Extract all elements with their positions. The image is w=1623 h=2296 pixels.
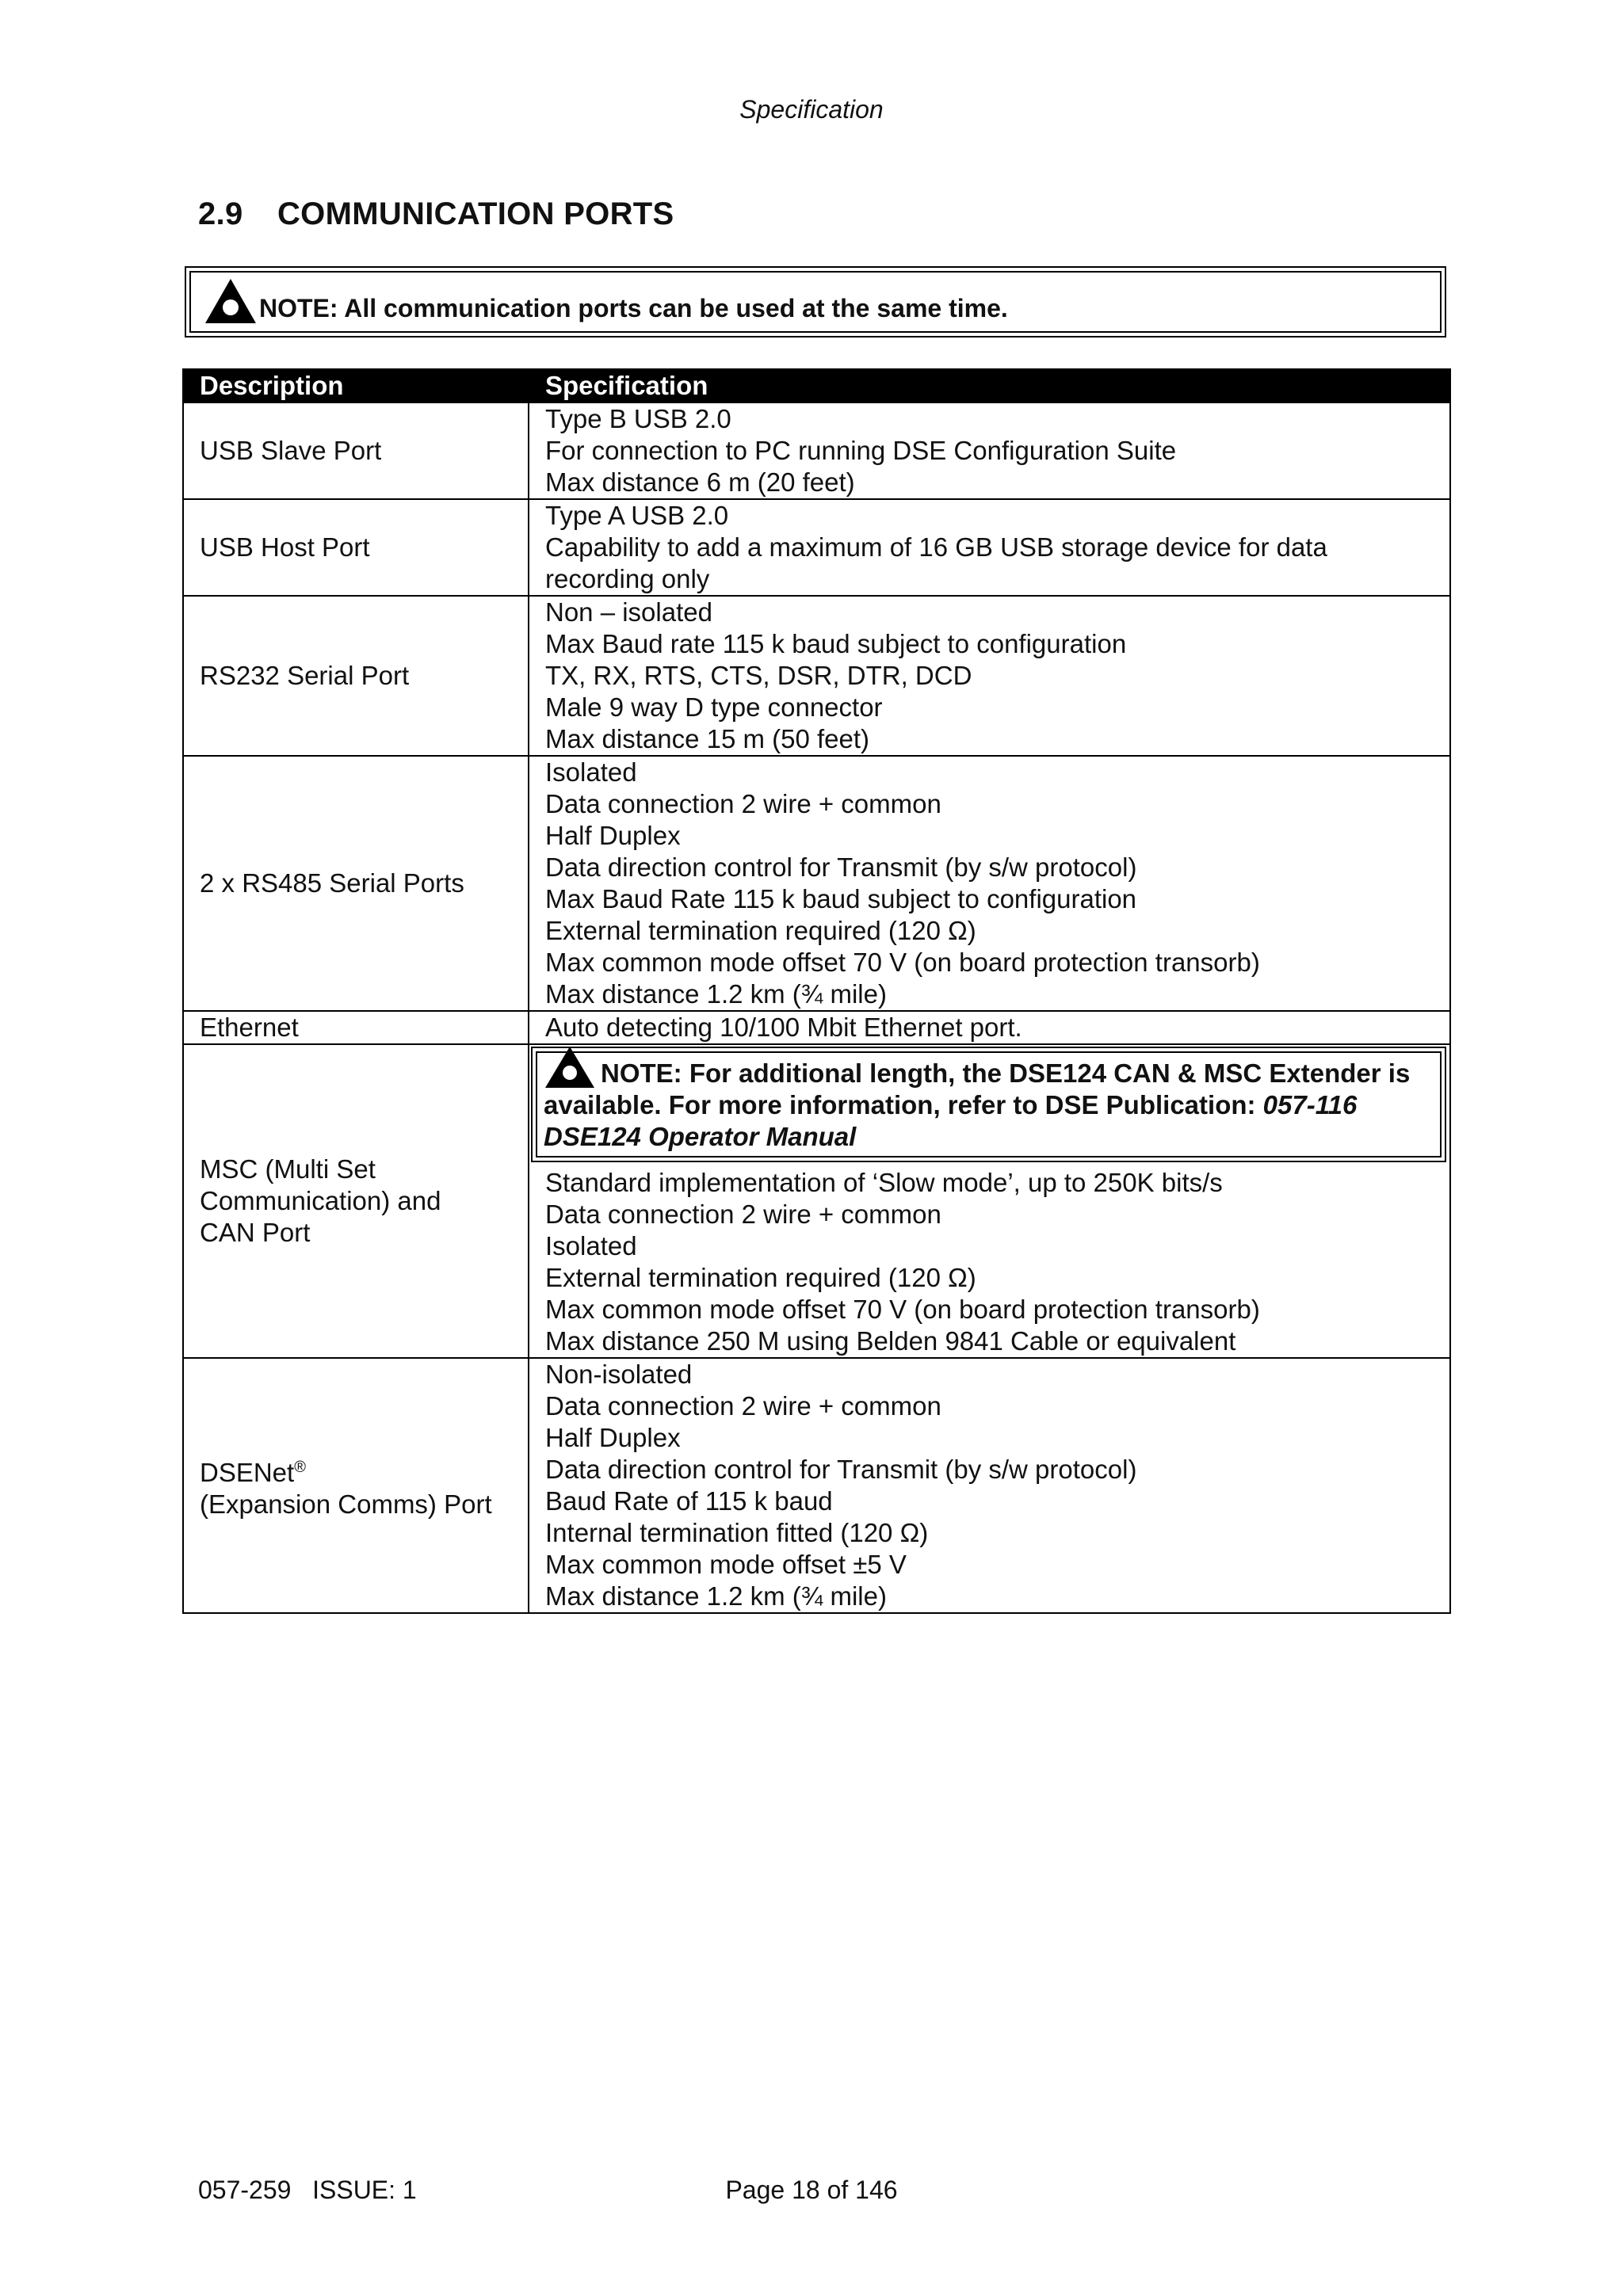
description-line: (Expansion Comms) Port	[200, 1489, 492, 1519]
row-specification	[529, 1044, 1450, 1358]
column-header-description: Description	[183, 369, 529, 402]
description-line: MSC (Multi Set	[200, 1154, 376, 1184]
description-line: CAN Port	[200, 1218, 311, 1247]
row-description: USB Slave Port	[183, 402, 529, 499]
row-description: Ethernet	[183, 1011, 529, 1044]
spec-line: Auto detecting 10/100 Mbit Ethernet port.	[545, 1013, 1022, 1042]
section-number: 2.9	[198, 196, 243, 231]
dsenet-label: DSENet	[200, 1457, 295, 1487]
msc-note-text: NOTE: For additional length, the DSE124 CAN & MSC Extender is available. For more information, refer to DSE Publication:	[544, 1058, 1411, 1119]
table-header-row	[183, 369, 1450, 402]
spec-line: Data connection 2 wire + common	[545, 1391, 941, 1421]
spec-line: Max distance 6 m (20 feet)	[545, 467, 855, 497]
spec-line: Max distance 1.2 km (¾ mile)	[545, 1581, 887, 1611]
row-description: USB Host Port	[183, 499, 529, 596]
spec-line: Type A USB 2.0	[545, 501, 729, 530]
spec-line: Type B USB 2.0	[545, 404, 731, 433]
row-description	[183, 1044, 529, 1358]
table-row	[183, 756, 1450, 1011]
spec-line: Data direction control for Transmit (by s/w protocol)	[545, 1455, 1137, 1484]
row-specification	[529, 499, 1450, 596]
description-line: Communication) and	[200, 1186, 441, 1215]
section-heading	[198, 196, 674, 232]
section-title: COMMUNICATION PORTS	[277, 196, 674, 231]
row-specification	[529, 1011, 1450, 1044]
note-box	[185, 266, 1446, 338]
spec-line: Max common mode offset 70 V (on board protection transorb)	[545, 948, 1260, 977]
registered-mark: ®	[294, 1458, 306, 1476]
description-line	[200, 1451, 528, 1489]
spec-line: recording only	[545, 564, 710, 593]
spec-line: Half Duplex	[545, 1423, 681, 1452]
spec-line: Capability to add a maximum of 16 GB USB storage device for data	[545, 532, 1327, 562]
spec-line: Max distance 15 m (50 feet)	[545, 724, 870, 753]
spec-line: Internal termination fitted (120 Ω)	[545, 1518, 929, 1547]
row-description: 2 x RS485 Serial Ports	[183, 756, 529, 1011]
spec-line: For connection to PC running DSE Configuration Suite	[545, 436, 1177, 465]
spec-line: Max distance 1.2 km (¾ mile)	[545, 979, 887, 1009]
spec-line: Data direction control for Transmit (by s/w protocol)	[545, 852, 1137, 882]
table-row	[183, 1044, 1450, 1358]
row-specification	[529, 1358, 1450, 1613]
spec-line: External termination required (120 Ω)	[545, 1263, 976, 1292]
row-specification	[529, 596, 1450, 756]
spec-line: Max common mode offset 70 V (on board protection transorb)	[545, 1295, 1260, 1324]
footer-page-number: Page 18 of 146	[725, 2176, 898, 2204]
note-text: NOTE: All communication ports can be used at the same time.	[259, 294, 1008, 322]
row-description	[183, 1358, 529, 1613]
row-specification	[529, 756, 1450, 1011]
warning-triangle-icon	[204, 277, 258, 325]
spec-line: Half Duplex	[545, 821, 681, 850]
spec-line: Max Baud Rate 115 k baud subject to configuration	[545, 884, 1137, 913]
row-specification	[529, 402, 1450, 499]
running-header: Specification	[739, 95, 884, 124]
spec-line: Non-isolated	[545, 1360, 693, 1389]
msc-note-box	[531, 1047, 1446, 1162]
spec-line: Max distance 250 M using Belden 9841 Cable or equivalent	[545, 1326, 1236, 1356]
column-header-specification: Specification	[529, 369, 1450, 402]
spec-line: Data connection 2 wire + common	[545, 1199, 941, 1229]
spec-line: Non – isolated	[545, 597, 712, 627]
spec-line: Standard implementation of ‘Slow mode’, up to 250K bits/s	[545, 1168, 1223, 1197]
row-description: RS232 Serial Port	[183, 596, 529, 756]
table-row	[183, 1358, 1450, 1613]
spec-line: Max Baud rate 115 k baud subject to configuration	[545, 629, 1127, 658]
doc-issue-text: 057-259 ISSUE: 1	[198, 2176, 417, 2204]
table-row	[183, 499, 1450, 596]
spec-line: Data connection 2 wire + common	[545, 789, 941, 818]
spec-line: External termination required (120 Ω)	[545, 916, 976, 945]
table-row	[183, 402, 1450, 499]
table-row	[183, 596, 1450, 756]
spec-line: Isolated	[545, 1231, 637, 1261]
warning-triangle-icon	[544, 1045, 596, 1089]
msc-note-publication: 057-116 DSE124 Operator Manual	[544, 1090, 1358, 1151]
table-row	[183, 1011, 1450, 1044]
communication-ports-table	[182, 368, 1451, 1614]
spec-line: Male 9 way D type connector	[545, 692, 883, 722]
spec-line: Isolated	[545, 757, 637, 787]
spec-line: Baud Rate of 115 k baud	[545, 1486, 833, 1516]
spec-line: TX, RX, RTS, CTS, DSR, DTR, DCD	[545, 661, 972, 690]
spec-line: Max common mode offset ±5 V	[545, 1550, 907, 1579]
